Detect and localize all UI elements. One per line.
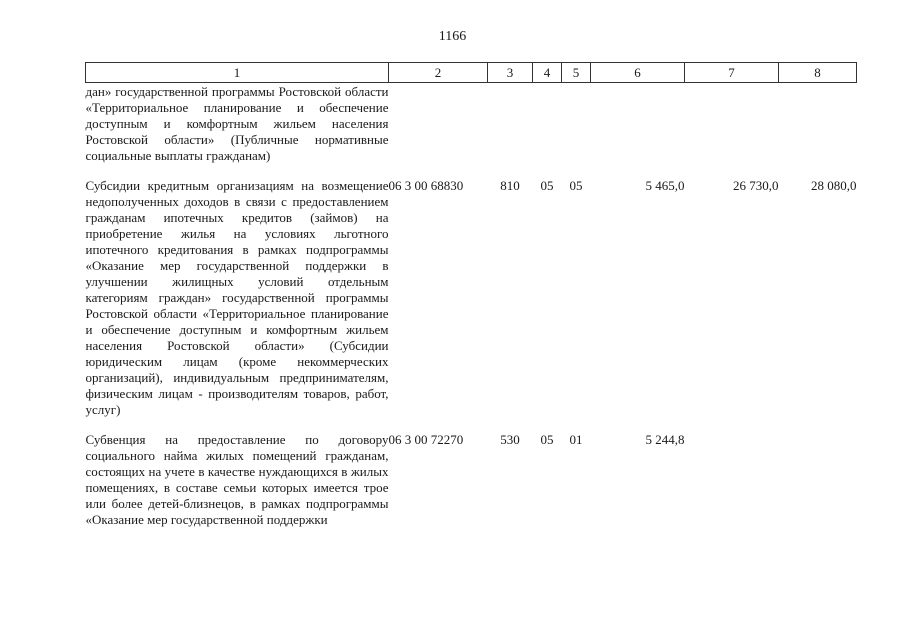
row-amount-col7 [685,83,779,165]
column-header-4: 4 [533,63,562,83]
row-description: дан» государственной программы Ростовской области «Территориальное планирование и обеспечение доступным и комфортным жильем населения Ростовской области» (Публичные нормативные социальные выплаты гражданам) [85,84,389,163]
table-row [86,432,857,528]
page-number: 1166 [438,29,467,44]
row-expense-type: 530 [500,432,520,447]
column-header-5: 5 [562,63,591,83]
row-amount-col8 [779,83,857,165]
row-expense-type [488,83,533,165]
row-amount-col8: 28 080,0 [811,178,857,193]
row-target-code: 06 3 00 72270 [388,432,464,447]
column-header-1: 1 [86,63,389,83]
row-target-code [389,83,488,165]
row-subsection: 01 [569,432,583,447]
row-section: 05 [540,178,554,193]
column-header-7: 7 [685,63,779,83]
row-amount-col7 [685,432,779,528]
table-row [86,83,857,165]
row-section [533,83,562,165]
row-amount-col6: 5 465,0 [645,178,685,193]
column-header-3: 3 [488,63,533,83]
row-amount-col7: 26 730,0 [733,178,779,193]
row-spacer [86,164,857,178]
row-section: 05 [540,432,554,447]
column-header-8: 8 [779,63,857,83]
row-subsection [562,83,591,165]
column-number-header-row [86,63,857,83]
row-subsection: 05 [569,178,583,193]
row-expense-type: 810 [500,178,520,193]
row-amount-col6 [591,83,685,165]
row-amount-col8 [779,432,857,528]
column-header-6: 6 [591,63,685,83]
column-header-2: 2 [389,63,488,83]
row-description: Субвенция на предоставление по договору социального найма жилых помещений гражданам, состоящих на учете в качестве нуждающихся в жилых помещениях, в составе семьи которых имеется трое или более детей-близнецов, в рамках подпрограммы «Оказание мер государственной поддержки [85,432,389,527]
row-amount-col6: 5 244,8 [645,432,685,447]
row-spacer [86,418,857,432]
budget-table [85,62,857,528]
row-target-code: 06 3 00 68830 [388,178,464,193]
row-description: Субсидии кредитным организациям на возмещение недополученных доходов в связи с предоставлением гражданам ипотечных кредитов (займов) на приобретение жилья на условиях льготного ипотечного кредитования в рамках подпрограммы «Оказание мер государственной поддержки в улучшении жилищных условий отдельным категориям граждан» государственной программы Ростовской области «Территориальное планирование и обеспечение доступным и комфортным жильем населения Ростовской области» (Субсидии юридическим лицам (кроме некоммерческих организаций), индивидуальным предпринимателям, физическим лицам - производителям товаров, работ, услуг) [85,178,389,417]
table-row [86,178,857,418]
